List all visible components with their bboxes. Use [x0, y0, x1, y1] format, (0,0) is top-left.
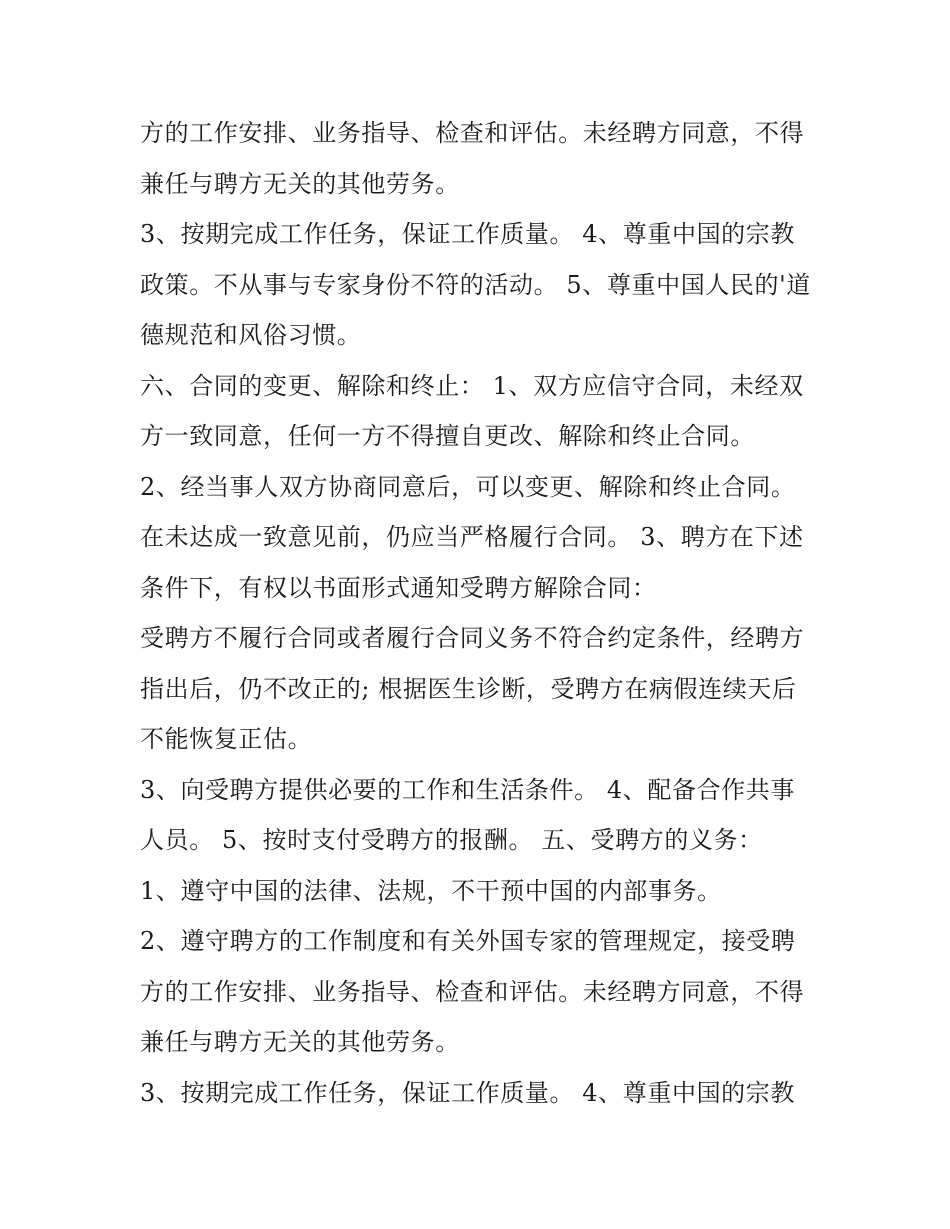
text-line: 政策。不从事与专家身份不符的活动。 5、尊重中国人民的'道 [140, 270, 811, 299]
text-line: 兼任与聘方无关的其他劳务。 [140, 1028, 460, 1056]
text-line: 2、经当事人双方协商同意后，可以变更、解除和终止合同。 [140, 472, 796, 501]
text-line: 条件下，有权以书面形式通知受聘方解除合同： [140, 573, 657, 602]
text-line: 3、向受聘方提供必要的工作和生活条件。 4、配备合作共事 [140, 775, 795, 804]
document-body [140, 108, 820, 1118]
text-line: 3、按期完成工作任务，保证工作质量。 4、尊重中国的宗教 [140, 1078, 795, 1107]
text-line: 1、遵守中国的法律、法规，不干预中国的内部事务。 [140, 876, 722, 905]
text-line: 德规范和风俗习惯。 [140, 321, 362, 349]
text-line: 指出后，仍不改正的; 根据医生诊断，受聘方在病假连续天后 [140, 674, 797, 703]
text-line: 六、合同的变更、解除和终止： 1、双方应信守合同，未经双 [140, 371, 804, 400]
text-line: 受聘方不履行合同或者履行合同义务不符合约定条件，经聘方 [140, 624, 805, 652]
text-line: 3、按期完成工作任务，保证工作质量。 4、尊重中国的宗教 [140, 220, 795, 248]
text-line: 人员。 5、按时支付受聘方的报酬。 五、受聘方的义务： [140, 826, 763, 854]
text-line: 不能恢复正估。 [140, 725, 313, 753]
text-line: 在未达成一致意见前，仍应当严格履行合同。 3、聘方在下述 [140, 523, 804, 551]
text-line: 方的工作安排、业务指导、检查和评估。未经聘方同意，不得 [140, 977, 805, 1006]
text-line: 方的工作安排、业务指导、检查和评估。未经聘方同意，不得 [140, 119, 805, 147]
text-line: 方一致同意，任何一方不得擅自更改、解除和终止合同。 [140, 422, 755, 450]
text-line: 兼任与聘方无关的其他劳务。 [140, 169, 460, 198]
text-line: 2、遵守聘方的工作制度和有关外国专家的管理规定，接受聘 [140, 927, 796, 955]
